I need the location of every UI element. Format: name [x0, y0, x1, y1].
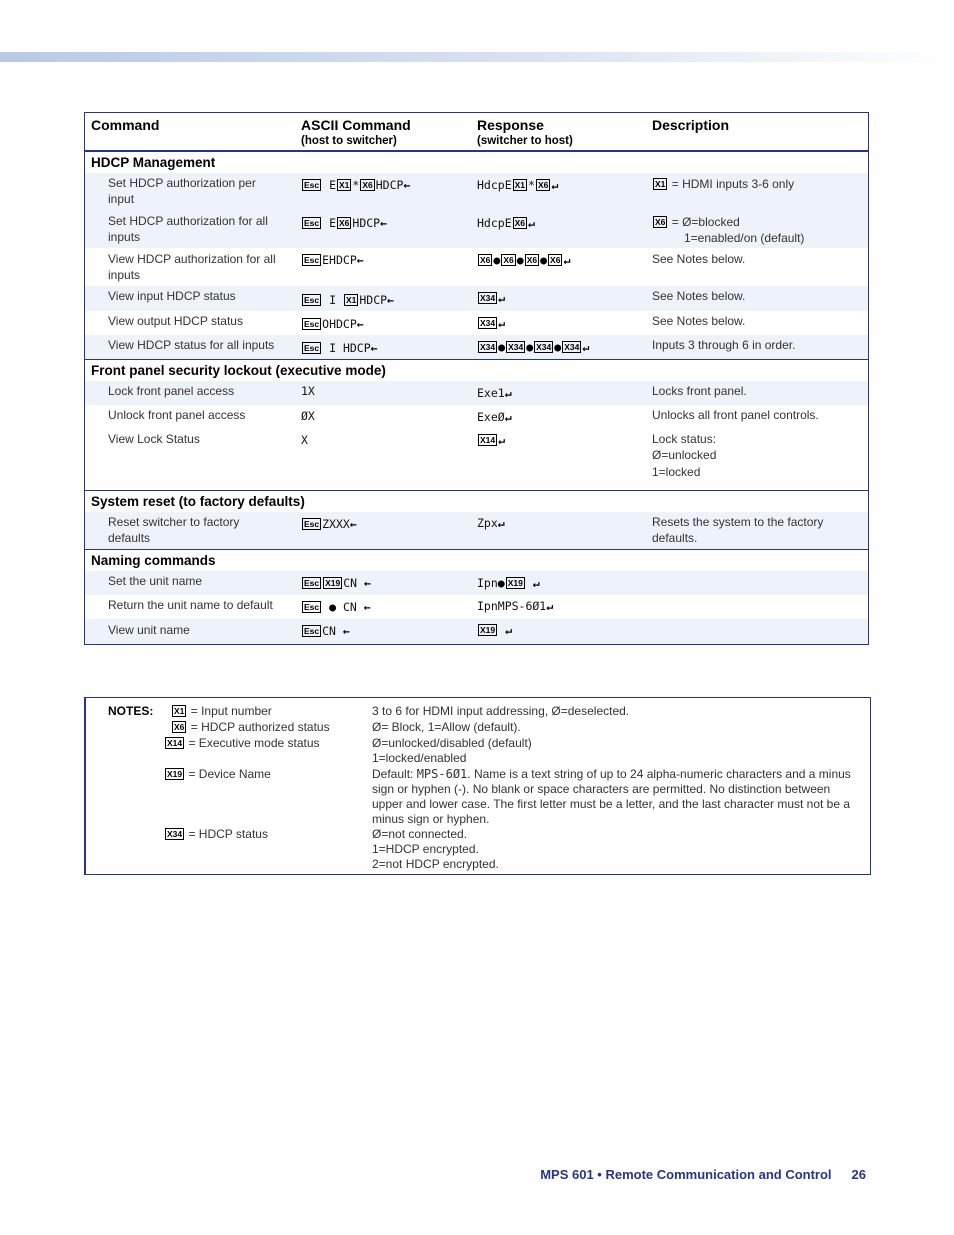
enter-icon: ↵	[504, 410, 512, 424]
row-description: Resets the system to the factory defaults.	[652, 515, 824, 545]
header-ascii-label: ASCII Command	[301, 117, 411, 133]
enter-icon: ↵	[498, 316, 506, 330]
var-x6: X6	[514, 218, 526, 228]
enter-icon: ↵	[532, 576, 540, 590]
arrow-left-icon: ←	[403, 178, 411, 192]
note-desc	[372, 827, 862, 872]
row-ascii	[301, 253, 364, 267]
arrow-left-icon: ←	[356, 317, 364, 331]
row-response	[477, 253, 570, 267]
token: HDCP	[352, 216, 381, 230]
bullet-icon: ●	[526, 340, 534, 354]
var-x34: X34	[480, 318, 496, 328]
table-row	[85, 311, 868, 335]
note-name: = Device Name	[188, 767, 271, 781]
row-command: View output HDCP status	[108, 314, 243, 328]
row-ascii	[301, 341, 378, 355]
var-x6: X6	[503, 255, 514, 265]
var-x1: X1	[345, 295, 357, 305]
esc-key: Esc	[304, 295, 320, 305]
note-var-x14	[164, 736, 320, 750]
var-x6: X6	[339, 218, 350, 228]
table-row	[85, 405, 868, 429]
arrow-left-icon: ←	[364, 576, 371, 590]
token: IpnMPS-6Ø1	[477, 599, 547, 613]
note-var-x1	[171, 704, 272, 718]
row-response	[477, 316, 505, 330]
table-row	[85, 571, 868, 595]
row-description: See Notes below.	[652, 314, 746, 328]
note-line: Default:	[372, 767, 417, 781]
var-x1: X1	[339, 180, 350, 190]
esc-key: Esc	[304, 319, 320, 329]
row-command: Unlock front panel access	[108, 408, 246, 422]
note-name: = HDCP authorized status	[190, 720, 330, 734]
enter-icon: ↵	[528, 216, 535, 230]
token: O	[322, 317, 330, 331]
token: Zpx	[477, 516, 498, 530]
var-x6: X6	[526, 255, 538, 265]
arrow-left-icon: ←	[349, 517, 357, 531]
row-command: View Lock Status	[108, 432, 200, 446]
table-row	[85, 429, 868, 490]
var-x6: X6	[655, 217, 666, 227]
note-name: = HDCP status	[188, 827, 268, 841]
desc-text: = HDMI inputs 3-6 only	[671, 177, 795, 191]
token: HdcpE	[477, 216, 512, 230]
bullet-icon: ●	[329, 600, 336, 614]
desc-text: Lock status:	[652, 432, 717, 446]
token: CN	[322, 624, 336, 638]
row-response	[477, 340, 589, 354]
section-title: Naming commands	[91, 553, 216, 568]
var-x6: X6	[550, 255, 561, 265]
token: *	[352, 178, 360, 192]
note-var-x19	[164, 767, 271, 781]
row-response	[477, 576, 540, 590]
esc-key: Esc	[304, 218, 320, 228]
var-key: X19	[167, 769, 183, 779]
section-front-panel-lockout	[85, 360, 868, 491]
note-line: 1=locked/enabled	[372, 751, 467, 765]
header-ascii	[301, 117, 411, 147]
token: *	[528, 178, 535, 192]
desc-text: 1=enabled/on (default)	[684, 230, 805, 245]
page-number: 26	[851, 1167, 866, 1182]
token: ZXXX	[322, 517, 350, 531]
desc-text: Ø=unlocked	[652, 447, 717, 462]
row-ascii	[301, 624, 350, 638]
var-key: X34	[167, 829, 183, 839]
row-description: See Notes below.	[652, 252, 746, 266]
row-ascii	[301, 317, 364, 331]
row-response	[477, 386, 512, 400]
token: HDCP	[359, 293, 388, 307]
var-x34: X34	[480, 293, 496, 303]
var-x34: X34	[508, 342, 524, 352]
header-response	[477, 117, 573, 147]
var-x19: X19	[507, 578, 523, 588]
token: I	[329, 293, 336, 307]
row-description	[652, 432, 867, 481]
section-title: HDCP Management	[91, 155, 216, 170]
header-command	[91, 117, 159, 133]
row-description: Locks front panel.	[652, 384, 747, 398]
note-desc: 3 to 6 for HDMI input addressing, Ø=deselected.	[372, 704, 630, 718]
table-row	[85, 595, 868, 619]
token: CN	[342, 600, 357, 614]
note-line: Ø=unlocked/disabled (default)	[372, 736, 532, 750]
enter-icon: ↵	[497, 516, 505, 530]
row-ascii	[301, 178, 410, 192]
enter-icon: ↵	[498, 433, 506, 447]
command-table	[84, 112, 869, 645]
row-ascii	[301, 216, 387, 230]
esc-key: Esc	[304, 343, 320, 353]
row-response	[477, 433, 505, 447]
notes-label: NOTES:	[108, 704, 154, 718]
arrow-left-icon: ←	[342, 624, 350, 638]
header-command-label: Command	[91, 117, 160, 133]
table-row	[85, 619, 868, 644]
header-description	[652, 117, 729, 133]
token: I	[329, 341, 336, 355]
note-name: = Input number	[190, 704, 272, 718]
var-x19: X19	[480, 625, 496, 635]
row-response	[477, 216, 535, 230]
header-response-sub: (switcher to host)	[477, 135, 573, 147]
note-default-name: MPS-6Ø1	[416, 767, 468, 781]
var-x34: X34	[564, 342, 580, 352]
row-description: Inputs 3 through 6 in order.	[652, 338, 796, 352]
note-var-x34	[164, 827, 268, 841]
row-command: Return the unit name to default	[108, 598, 273, 612]
row-response	[477, 291, 505, 305]
esc-key: Esc	[304, 626, 320, 636]
token: CN	[343, 576, 358, 590]
table-row	[85, 173, 868, 211]
arrow-left-icon: ←	[370, 341, 378, 355]
bullet-icon: ●	[516, 253, 524, 267]
row-description	[652, 215, 867, 246]
desc-text: = Ø=blocked	[671, 215, 740, 229]
esc-key: Esc	[304, 519, 320, 529]
enter-icon: ↵	[504, 386, 512, 400]
note-var-x6	[171, 720, 330, 734]
note-desc	[372, 767, 862, 827]
bullet-icon: ●	[493, 253, 501, 267]
row-command: View HDCP status for all inputs	[108, 338, 275, 352]
row-ascii	[301, 576, 371, 590]
var-key: X1	[174, 706, 185, 716]
token: EHDCP	[322, 253, 357, 267]
enter-icon: ↵	[563, 253, 571, 267]
var-x14: X14	[480, 435, 496, 445]
var-x6: X6	[537, 180, 549, 190]
arrow-left-icon: ←	[356, 253, 364, 267]
var-x1: X1	[655, 179, 666, 189]
row-ascii	[301, 517, 357, 531]
row-command: View unit name	[108, 623, 190, 637]
esc-key: Esc	[304, 180, 320, 190]
enter-icon: ↵	[546, 599, 554, 613]
row-response	[477, 599, 553, 613]
header-gradient-bar	[0, 52, 954, 62]
arrow-left-icon: ←	[380, 216, 388, 230]
section-system-reset	[85, 491, 868, 550]
row-command: Reset switcher to factory defaults	[108, 515, 240, 545]
esc-key: Esc	[304, 578, 320, 588]
row-command: Set HDCP authorization per input	[108, 176, 256, 206]
bullet-icon: ●	[554, 340, 562, 354]
note-line: 2=not HDCP encrypted.	[372, 857, 499, 871]
row-description	[652, 177, 867, 193]
header-ascii-sub: (host to switcher)	[301, 135, 397, 147]
row-description: Unlocks all front panel controls.	[652, 408, 819, 422]
row-description: See Notes below.	[652, 289, 746, 303]
row-response	[477, 410, 512, 424]
row-ascii: X	[301, 433, 308, 447]
var-x6: X6	[480, 255, 491, 265]
row-ascii: ØX	[301, 409, 315, 423]
row-command: Set HDCP authorization for all inputs	[108, 214, 268, 244]
row-ascii	[301, 600, 371, 614]
var-key: X14	[167, 738, 183, 748]
notes-box	[84, 697, 871, 875]
row-command: Lock front panel access	[108, 384, 235, 398]
token: Ipn	[477, 576, 498, 590]
note-desc: Ø= Block, 1=Allow (default).	[372, 720, 521, 734]
var-x6: X6	[362, 180, 373, 190]
var-x19: X19	[325, 578, 341, 588]
section-naming-commands	[85, 550, 868, 644]
note-line: . Name is a text string of up to 24 alpha-numeric characters and a minus sign or hyphen (-). No blank or space characters are permitted. No distinction between upper and lower case. The first letter must be a letter, and the last character must not be a minus sign or hyphen.	[372, 767, 851, 826]
token: HDCP	[329, 317, 357, 331]
enter-icon: ↵	[551, 178, 559, 192]
token: E	[329, 178, 336, 192]
table-row	[85, 211, 868, 248]
note-name: = Executive mode status	[188, 736, 320, 750]
token: HDCP	[375, 178, 404, 192]
row-command: View input HDCP status	[108, 289, 236, 303]
enter-icon: ↵	[505, 623, 512, 637]
var-x1: X1	[514, 180, 526, 190]
table-row	[85, 248, 868, 286]
row-response	[477, 516, 505, 530]
token: HdcpE	[477, 178, 512, 192]
row-response	[477, 623, 512, 637]
header-response-label: Response	[477, 117, 544, 133]
row-command: View HDCP authorization for all inputs	[108, 252, 276, 282]
var-x34: X34	[480, 342, 496, 352]
bullet-icon: ●	[498, 340, 506, 354]
var-x34: X34	[536, 342, 552, 352]
footer-title: MPS 601 • Remote Communication and Control	[540, 1167, 832, 1182]
arrow-left-icon: ←	[387, 293, 394, 307]
row-ascii	[301, 293, 394, 307]
note-line: Ø=not connected.	[372, 827, 468, 841]
table-row	[85, 512, 868, 549]
enter-icon: ↵	[498, 291, 506, 305]
enter-icon: ↵	[582, 340, 590, 354]
bullet-icon: ●	[497, 576, 505, 590]
row-command: Set the unit name	[108, 574, 203, 588]
table-row	[85, 286, 868, 311]
token: E	[329, 216, 336, 230]
section-title: Front panel security lockout (executive mode)	[91, 363, 386, 378]
esc-key: Esc	[304, 255, 320, 265]
bullet-icon: ●	[540, 253, 548, 267]
token: ExeØ	[477, 410, 505, 424]
desc-text: 1=locked	[652, 465, 701, 479]
row-response	[477, 178, 558, 192]
page-footer	[540, 1167, 866, 1182]
row-ascii: 1X	[301, 384, 315, 398]
table-row	[85, 335, 868, 359]
note-desc	[372, 736, 862, 766]
token: Exe1	[477, 386, 505, 400]
arrow-left-icon: ←	[363, 600, 371, 614]
note-line: 1=HDCP encrypted.	[372, 842, 479, 856]
section-title: System reset (to factory defaults)	[91, 494, 305, 509]
var-key: X6	[174, 722, 185, 732]
table-row	[85, 381, 868, 405]
token: HDCP	[342, 341, 371, 355]
esc-key: Esc	[304, 602, 320, 612]
section-hdcp-management	[85, 152, 868, 360]
table-header	[85, 113, 868, 152]
header-description-label: Description	[652, 117, 730, 133]
